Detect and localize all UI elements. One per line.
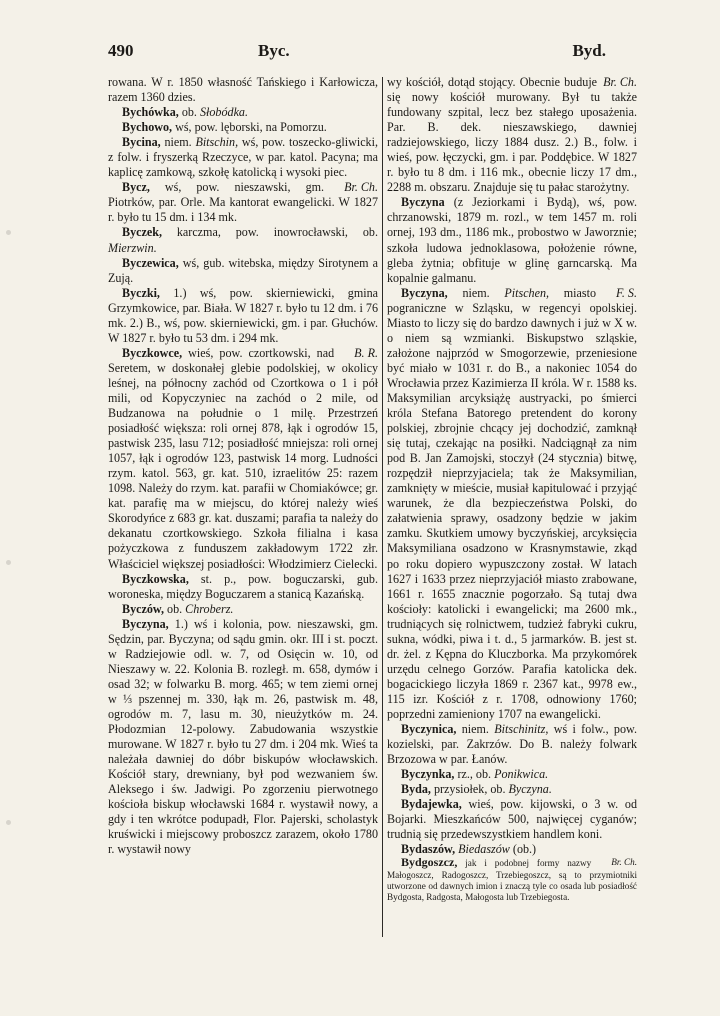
entry-continuation xyxy=(387,75,637,195)
entry-reference: Byczyna. xyxy=(508,782,552,797)
dictionary-entry xyxy=(108,256,378,286)
right-column xyxy=(387,75,637,903)
entry-text: (z Jeziorkami i Bydą), wś, pow. chrzanowski, 1879 m. rozl., w tem 1457 m. roli ornej, 193 dm., 1186 mk., probostwo w Jaworznie; szkoła ludowa jednoklasowa, położenie równe, gleba żytnia; obfituje w glinę garncarską. Ma kopalnie galmanu. xyxy=(387,195,637,285)
dictionary-entry xyxy=(108,180,378,225)
entry-headword: Bydaszów, xyxy=(401,842,456,857)
column-divider xyxy=(382,77,383,937)
entry-reference: Chroberz. xyxy=(185,601,234,616)
entry-text: niem. xyxy=(164,135,196,150)
entry-headword: Byczki, xyxy=(122,285,160,300)
entry-headword: Bychowo, xyxy=(122,120,173,135)
entry-text: karczma, pow. inowrocławski, ob. xyxy=(176,225,378,240)
dictionary-entry xyxy=(108,617,378,858)
dictionary-entry xyxy=(108,105,378,120)
entry-text: rowana. W r. 1850 własność Tańskiego i Karłowicza, razem 1360 dzies. xyxy=(108,75,378,105)
author-signature: Br. Ch. xyxy=(603,75,637,89)
entry-headword: Byczkowska, xyxy=(122,571,189,586)
entry-text: wś i folw., pow. kozielski, par. Zakrzów. Do B. należy folwark Brzozowa w par. Łanów. xyxy=(387,722,637,767)
entry-text: jak i podobnej formy nazwy Małogoszcz, Radogoszcz, Trzebiegoszcz, są to przymiotniki utworzone od dawnych imion i znaczą tyle co osada lub posiadłość Bydgosta, Radgosta, Małogosta lub Trzebiegosta. xyxy=(387,858,637,903)
entry-text: 1.) wś i kolonia, pow. nieszawski, gm. Sędzin, par. Byczyna; od sądu gmin. okr. III i st. poczt. w Radziejowie odl. w. 7, od Osięcin w. 10, od Nieszawy w. 22. Kolonia B. rozległ. m. 658, dymów i osad 32; w folwarku B. morg. 465; w tem ziemi ornej w ⅓ pszennej m. 330, łąk m. 26, pastwisk m. 48, ogrodów m. 7, lasu m. 30, nieużytków m. 24. Płodozmian 12-polowy. Zabudowania wszystkie murowane. W 1827 r. było tu 27 dm. i 204 mk. Wieś ta należała dawniej do dóbr biskupów włocławskich. Kościół stary, drewniany, był pod wezwaniem św. Aleksego i św. Jadwigi. Po zgorzeniu pierwotnego kościoła biskup włocławski 1684 r. wystawił nowy, a gdy i ten wkrótce podupadł, Flor. Pajerski, scholastyk kruświcki i miejscowy proboszcz zarazem, około 1780 r. wystawił nowy xyxy=(108,616,379,857)
entry-text: przysiołek, ob. xyxy=(433,782,509,797)
dictionary-entry xyxy=(108,286,378,346)
entry-reference: Ponikwica. xyxy=(494,767,549,782)
dictionary-entry xyxy=(387,797,637,842)
entry-headword: Byczyna, xyxy=(122,616,169,631)
entry-headword: Byczkowce, xyxy=(122,345,183,360)
dictionary-entry xyxy=(387,722,637,767)
entry-reference: Bitschin, xyxy=(195,135,239,150)
entry-text: wś, pow. lęborski, na Pomorzu. xyxy=(175,120,327,135)
running-head-left: Byc. xyxy=(258,41,290,60)
author-signature: F. S. xyxy=(616,285,637,300)
dictionary-entry xyxy=(387,782,637,797)
author-signature: B. R. xyxy=(354,345,378,360)
dictionary-entry xyxy=(108,572,378,602)
entry-text: ob. xyxy=(167,601,186,616)
entry-text: wś, pow. toszecko-gliwicki, z folw. i fryszerką Rzeczyce, w par. katol. Pacyna; ma kaplicę zamkową, szkołę katolicką i wysoki piec. xyxy=(108,135,378,180)
entry-text: ob. xyxy=(181,105,200,120)
entry-text: st. p., pow. boguczarski, gub. woroneska, między Boguczarem a stanicą Kazańską. xyxy=(108,571,378,601)
paper-spot xyxy=(6,560,11,565)
entry-headword: Byczewica, xyxy=(122,255,179,270)
dictionary-entry xyxy=(108,135,378,180)
page-header xyxy=(108,41,606,61)
entry-text: niem. xyxy=(461,722,495,737)
entry-reference: Pitschen, xyxy=(504,285,550,300)
page-number: 490 xyxy=(108,41,134,60)
entry-reference: Bitschinitz, xyxy=(494,722,549,737)
paper-spot xyxy=(6,230,11,235)
entry-headword: Byczynica, xyxy=(401,722,457,737)
author-signature: Br. Ch. xyxy=(611,857,637,868)
entry-text: miasto pograniczne w Szląsku, w regencyi opolskiej. Miasto to liczy się do bardzo dawnych i już w X w. o niem są wzmianki. Biskupstwo szląskie, założone najprzód w Smogorzewie, przeniesione być miało w 1031 r. do B., a nakoniec 1054 do Wrocławia przez Kazimierza II króla. W r. 1588 ks. Maksymilian arcyksiążę austryacki, po śmierci króla Stefana Batorego pretendent do korony polskiej, zbrojnie chcący jej dochodzić, zamknął się tutaj, czekając na posiłki. Nadciągnął za nim pod B. Jan Zamojski, stoczył (24 stycznia) bitwę, rozpędził nieprzyjaciela; tak że Maksymilian, zamknięty w mieście, musiał kapitulować i przyjąć warunek, że dla bezpieczeństwa Polski, do załatwienia sprawy, osadzony będzie w jakim zamku. Skutkiem umowy byczyńskiej, arcyksięcia Maksymiliana osadzono w Krasnymstawie, zkąd po roku dopiero wypuszczony został. W latach 1627 i 1633 przez nieprzyjaciół miasto zrabowane, 1661 r. 1655 znacznie pogorzało. Są tutaj dwa kościoły: katolicki i ewangelicki; ma 2600 mk., trudniących się rolnictwem, tudzież fabryki cukru, sukna, wódki, piwa i t. d., 5 jarmarków. B. jest st. dr. żel. z Kępna do Kluczborka. Ma przykomórek urzędu celnego Gorzów. Parafia katolicka dek. bogacickiego liczyła 1869 r. 2367 kat., 9978 ew., 115 izr. Kościół z r. 1708, odnowiony 1760; poprzedni zamieniony 1707 na ewangelicki. xyxy=(387,285,637,721)
entry-text: niem. xyxy=(462,285,505,300)
entry-continuation xyxy=(108,75,378,105)
entry-reference: Słobódka. xyxy=(199,105,249,120)
dictionary-entry xyxy=(387,857,637,903)
running-head-right: Byd. xyxy=(572,41,606,60)
entry-headword: Byczynka, xyxy=(401,767,455,782)
entry-text: wieś, pow. czortkowski, nad Seretem, w doskonałej glebie podolskiej, w okolicy leśnej, na północny zachód od Czortkowa o 1 i pół mili, od Kopyczyniec na zachód o 2 mile, od Budzanowa na południe o 1 milę. Przestrzeń posiadłość większa: roli ornej 878, łąk i ogrodów 15, pastwisk 235, lasu 712; posiadłość mniejsza: roli ornej 1057, łąk i ogrodów 123, pastwisk 14 morg. Ludności rzym. katol. 563, gr. kat. 510, izraelitów 25: razem 1098. Należy do rzym. kat. parafii w Chomiakówce; gr. kat. parafię ma w miejscu, do której należy wieś Skorodyńce z 683 gr. kat. duszami; parafia ta należy do dekanatu czortkowskiego. Szkoła filialna i kasa pożyczkowa z funduszem zakładowym 1722 złr. Właściciel większej posiadłości: Włodzimierz Cielecki. xyxy=(108,345,378,571)
entry-text: wś, gub. witebska, między Sirotynem a Zują. xyxy=(108,255,378,285)
dictionary-entry xyxy=(108,346,378,572)
dictionary-entry xyxy=(387,286,637,722)
entry-text: rz., ob. xyxy=(457,767,495,782)
entry-headword: Bydajewka, xyxy=(401,797,462,812)
dictionary-entry xyxy=(387,195,637,285)
entry-text: wy kościół, dotąd stojący. Obecnie buduje się nowy kościół murowany. Był tu także fundowany szpital, lecz bez stałego uposażenia. Par. B. dek. nieszawskiego, dawniej radziejowskiego, liczy 1884 dusz. 2.) B., folw. i wieś, pow. łęczycki, gm. i par. Poddębice. W 1827 r. było tu 8 dm. i 116 mk., obecnie liczy 17 dm., 2288 m. obszaru. Znajduje się tu pałac starożytny. xyxy=(387,75,637,195)
entry-text: wś, pow. nieszawski, gm. Piotrków, par. Orle. Ma kantorat ewangelicki. W 1827 r. było tu 15 dm. i 134 mk. xyxy=(108,180,378,225)
paper-spot xyxy=(6,820,11,825)
entry-headword: Byczek, xyxy=(122,225,162,240)
entry-headword: Bychówka, xyxy=(122,105,179,120)
dictionary-entry xyxy=(108,602,378,617)
entry-headword: Bydgoszcz, xyxy=(401,855,458,870)
entry-headword: Bycina, xyxy=(122,135,161,150)
author-signature: Br. Ch. xyxy=(344,180,378,195)
entry-reference: Biedaszów xyxy=(458,842,510,857)
entry-text: (ob.) xyxy=(509,842,537,857)
entry-headword: Byczów, xyxy=(122,601,164,616)
entry-headword: Byczyna xyxy=(401,195,445,210)
entry-text: wieś, pow. kijowski, o 3 w. od Bojarki. Mieszkańców 500, najwięcej cyganów; trudnią się przedewszystkiem handlem koni. xyxy=(387,797,637,842)
dictionary-entry xyxy=(387,767,637,782)
entry-text: 1.) wś, pow. skierniewicki, gmina Grzymkowice, par. Biała. W 1827 r. było tu 12 dm. i 76 mk. 2.) B., wś, pow. skierniewicki, gm. i par. Głuchów. W 1827 r. było tu 53 dm. i 294 mk. xyxy=(108,285,378,345)
entry-headword: Bycz, xyxy=(122,180,150,195)
left-column xyxy=(108,75,378,857)
entry-headword: Byczyna, xyxy=(401,285,448,300)
entry-headword: Byda, xyxy=(401,782,431,797)
entry-reference: Mierzwin. xyxy=(108,240,157,255)
dictionary-entry xyxy=(108,120,378,135)
dictionary-entry xyxy=(108,225,378,255)
